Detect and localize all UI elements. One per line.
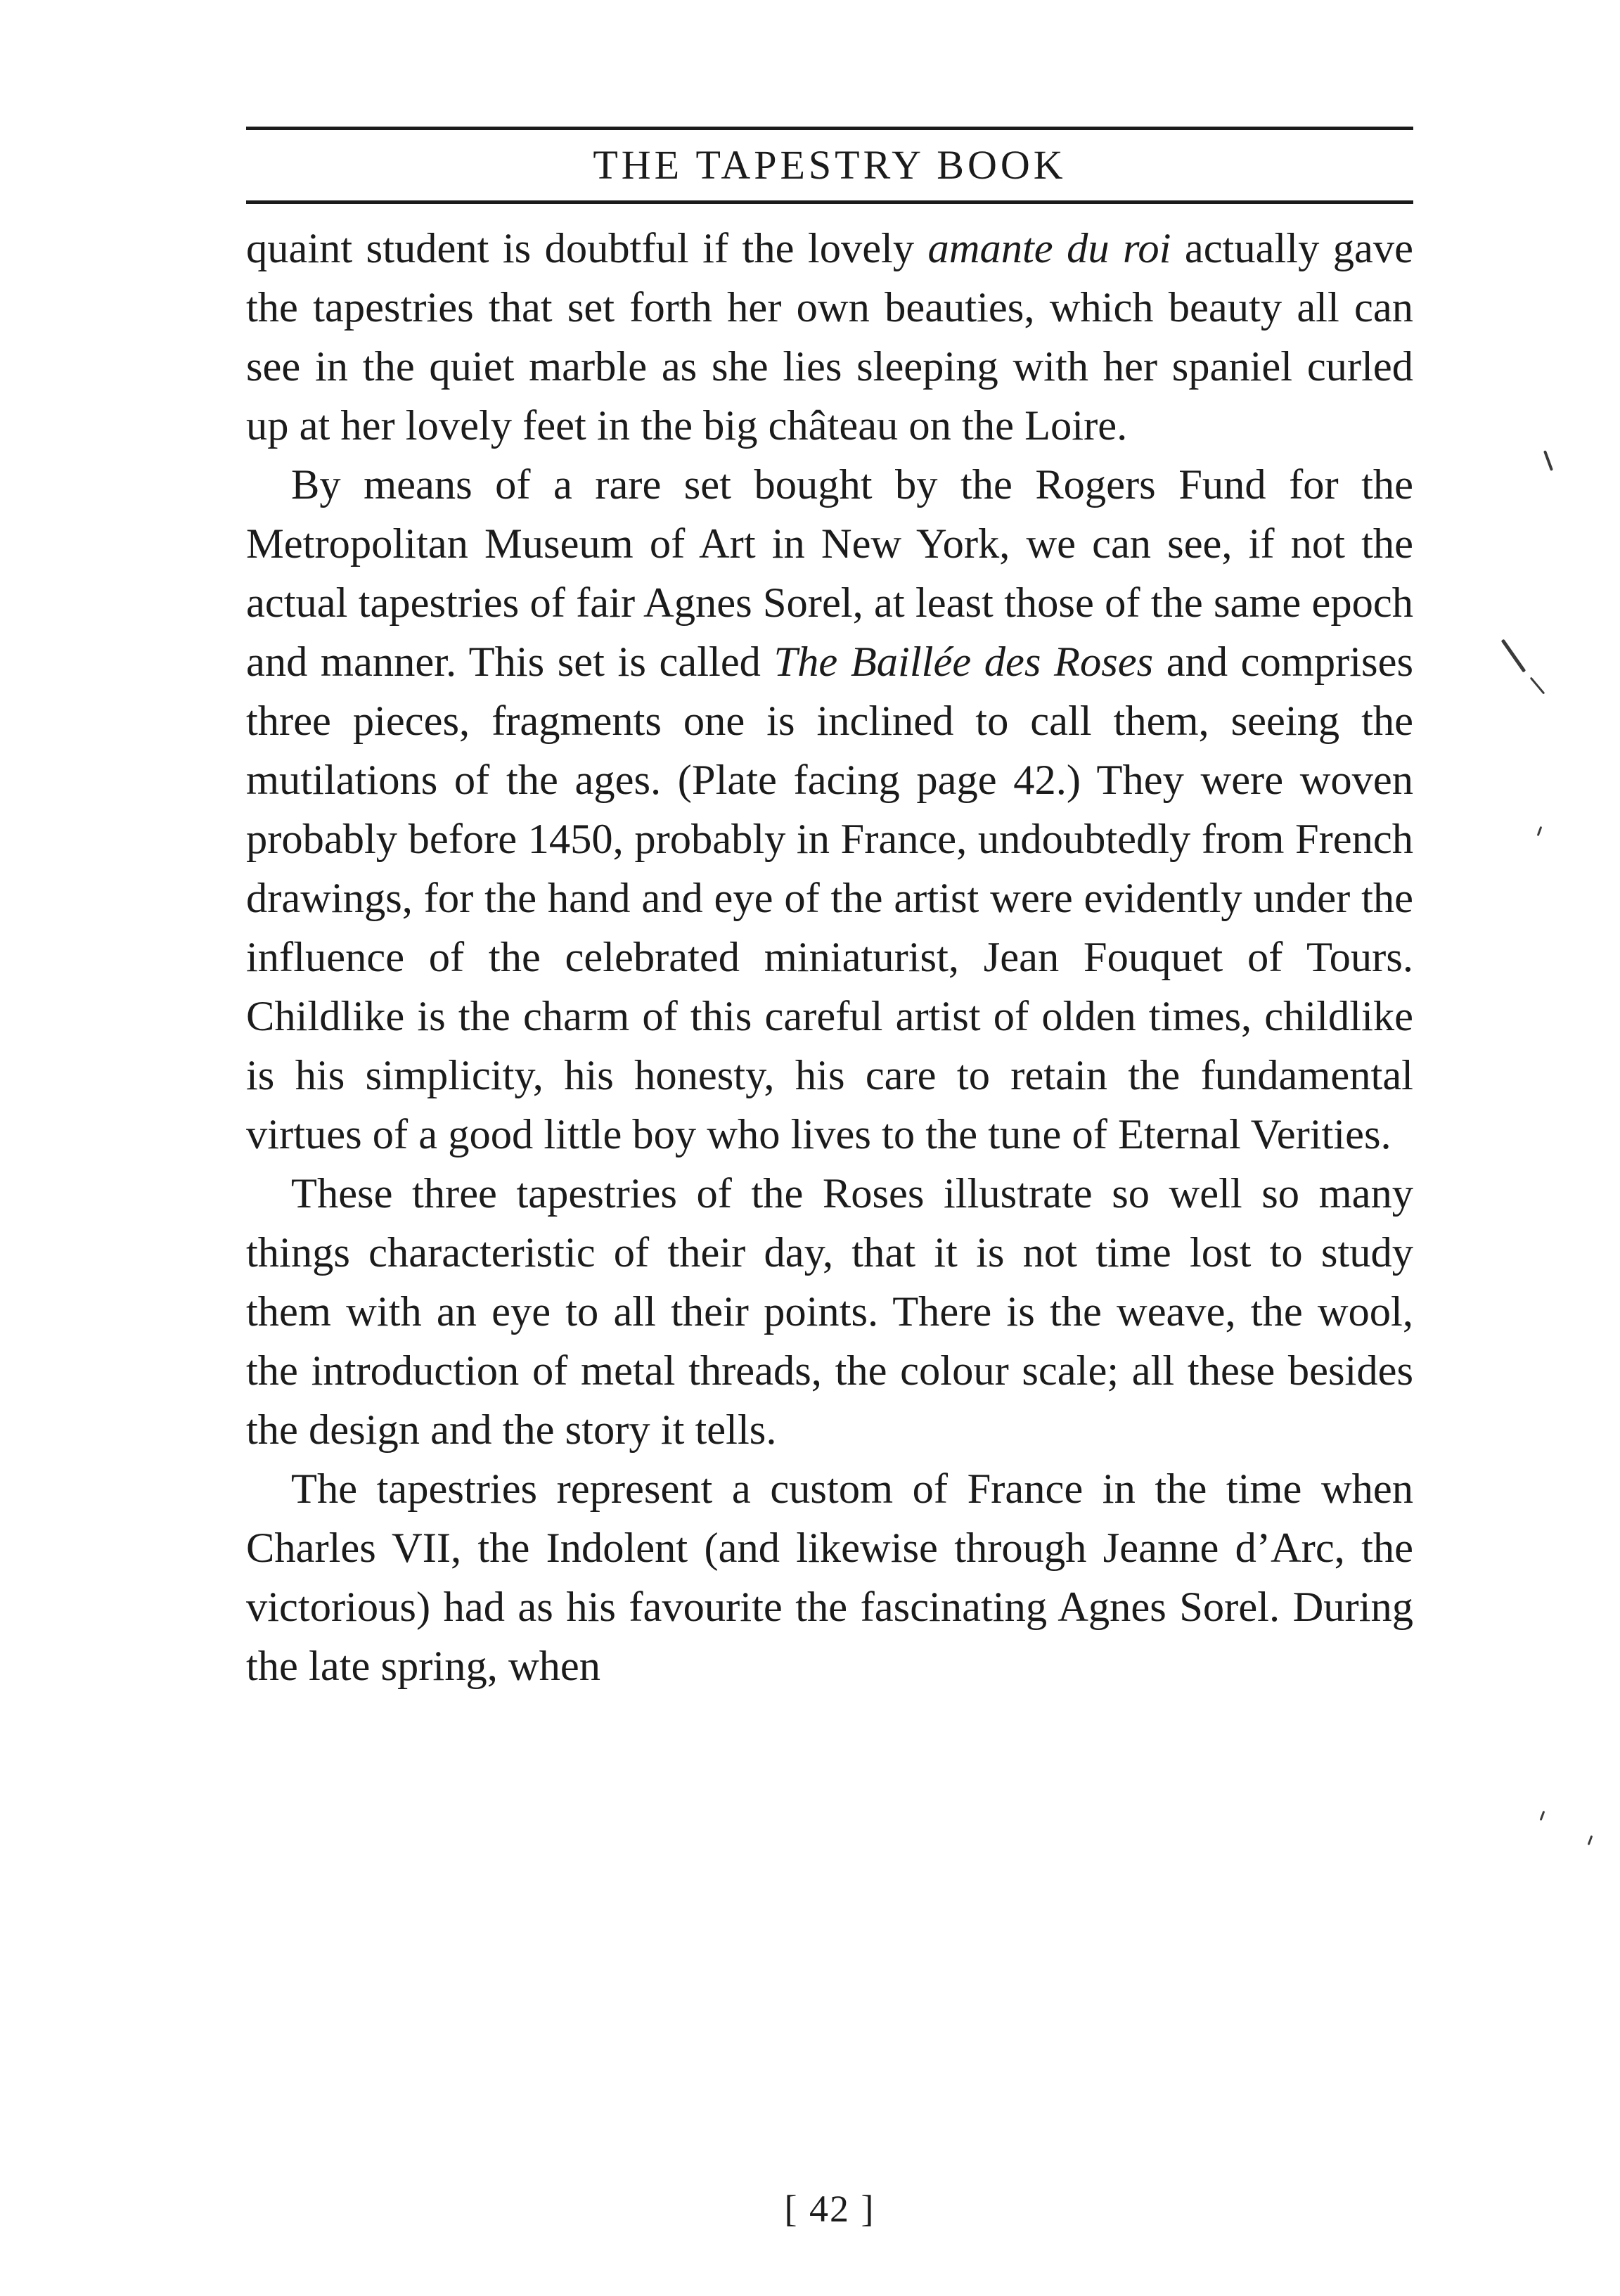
scan-mark [1540, 1811, 1545, 1821]
header-top-rule [246, 127, 1413, 130]
scan-mark [1537, 826, 1543, 836]
paragraph-2 [246, 456, 1413, 1165]
header-bottom-rule [246, 200, 1413, 204]
scan-mark [1530, 677, 1545, 695]
paragraph-1-rest: actually gave the tapestries that set forth her own beauties, which beauty all can see in the quiet marble as she lies sleeping with her spaniel curled up at her lovely feet in the big château on the Loire. [246, 225, 1413, 449]
body-text [246, 219, 1413, 1696]
scan-mark [1588, 1835, 1593, 1845]
paragraph-2-rest: and comprises three pieces, fragments one is inclined to call them, seeing the mutilations of the ages. (Plate facing page 42.) They were woven probably before 1450, probably in France, undoubtedly from French drawings, for the hand and eye of the artist were evidently under the influence of the celebrated miniaturist, Jean Fouquet of Tours. Childlike is the charm of this careful artist of olden times, childlike is his simplicity, his honesty, his care to retain the fundamental virtues of a good little boy who lives to the tune of Eternal Verities. [246, 639, 1413, 1158]
paragraph-1 [246, 219, 1413, 456]
page-number: [ 42 ] [784, 2188, 875, 2230]
scan-mark [1501, 639, 1526, 673]
paragraph-1-text: quaint student is doubtful if the lovely [246, 225, 928, 272]
paragraph-1-italic: amante du roi [927, 225, 1171, 272]
book-page [246, 120, 1413, 2230]
paragraph-2-italic: The Baillée des Roses [773, 639, 1154, 686]
running-head: THE TAPESTRY BOOK [593, 142, 1067, 188]
paragraph-4: The tapestries represent a custom of France in the time when Charles VII, the Indolent (and likewise through Jeanne d’Arc, the victorious) had as his favourite the fascinating Agnes Sorel. During the late spring, when [246, 1466, 1413, 1690]
scan-mark [1543, 450, 1553, 471]
paragraph-3: These three tapestries of the Roses illustrate so well so many things characteristic of their day, that it is not time lost to study them with an eye to all their points. There is the weave, the wool, the introduction of metal threads, the colour scale; all these besides the design and the story it tells. [246, 1170, 1413, 1454]
paragraph-2-text: By means of a rare set bought by the Rogers Fund for the Metropolitan Museum of Art in New York, we can see, if not the actual tapestries of fair Agnes Sorel, at least those of the same epoch and manner. This set is called [246, 461, 1413, 686]
